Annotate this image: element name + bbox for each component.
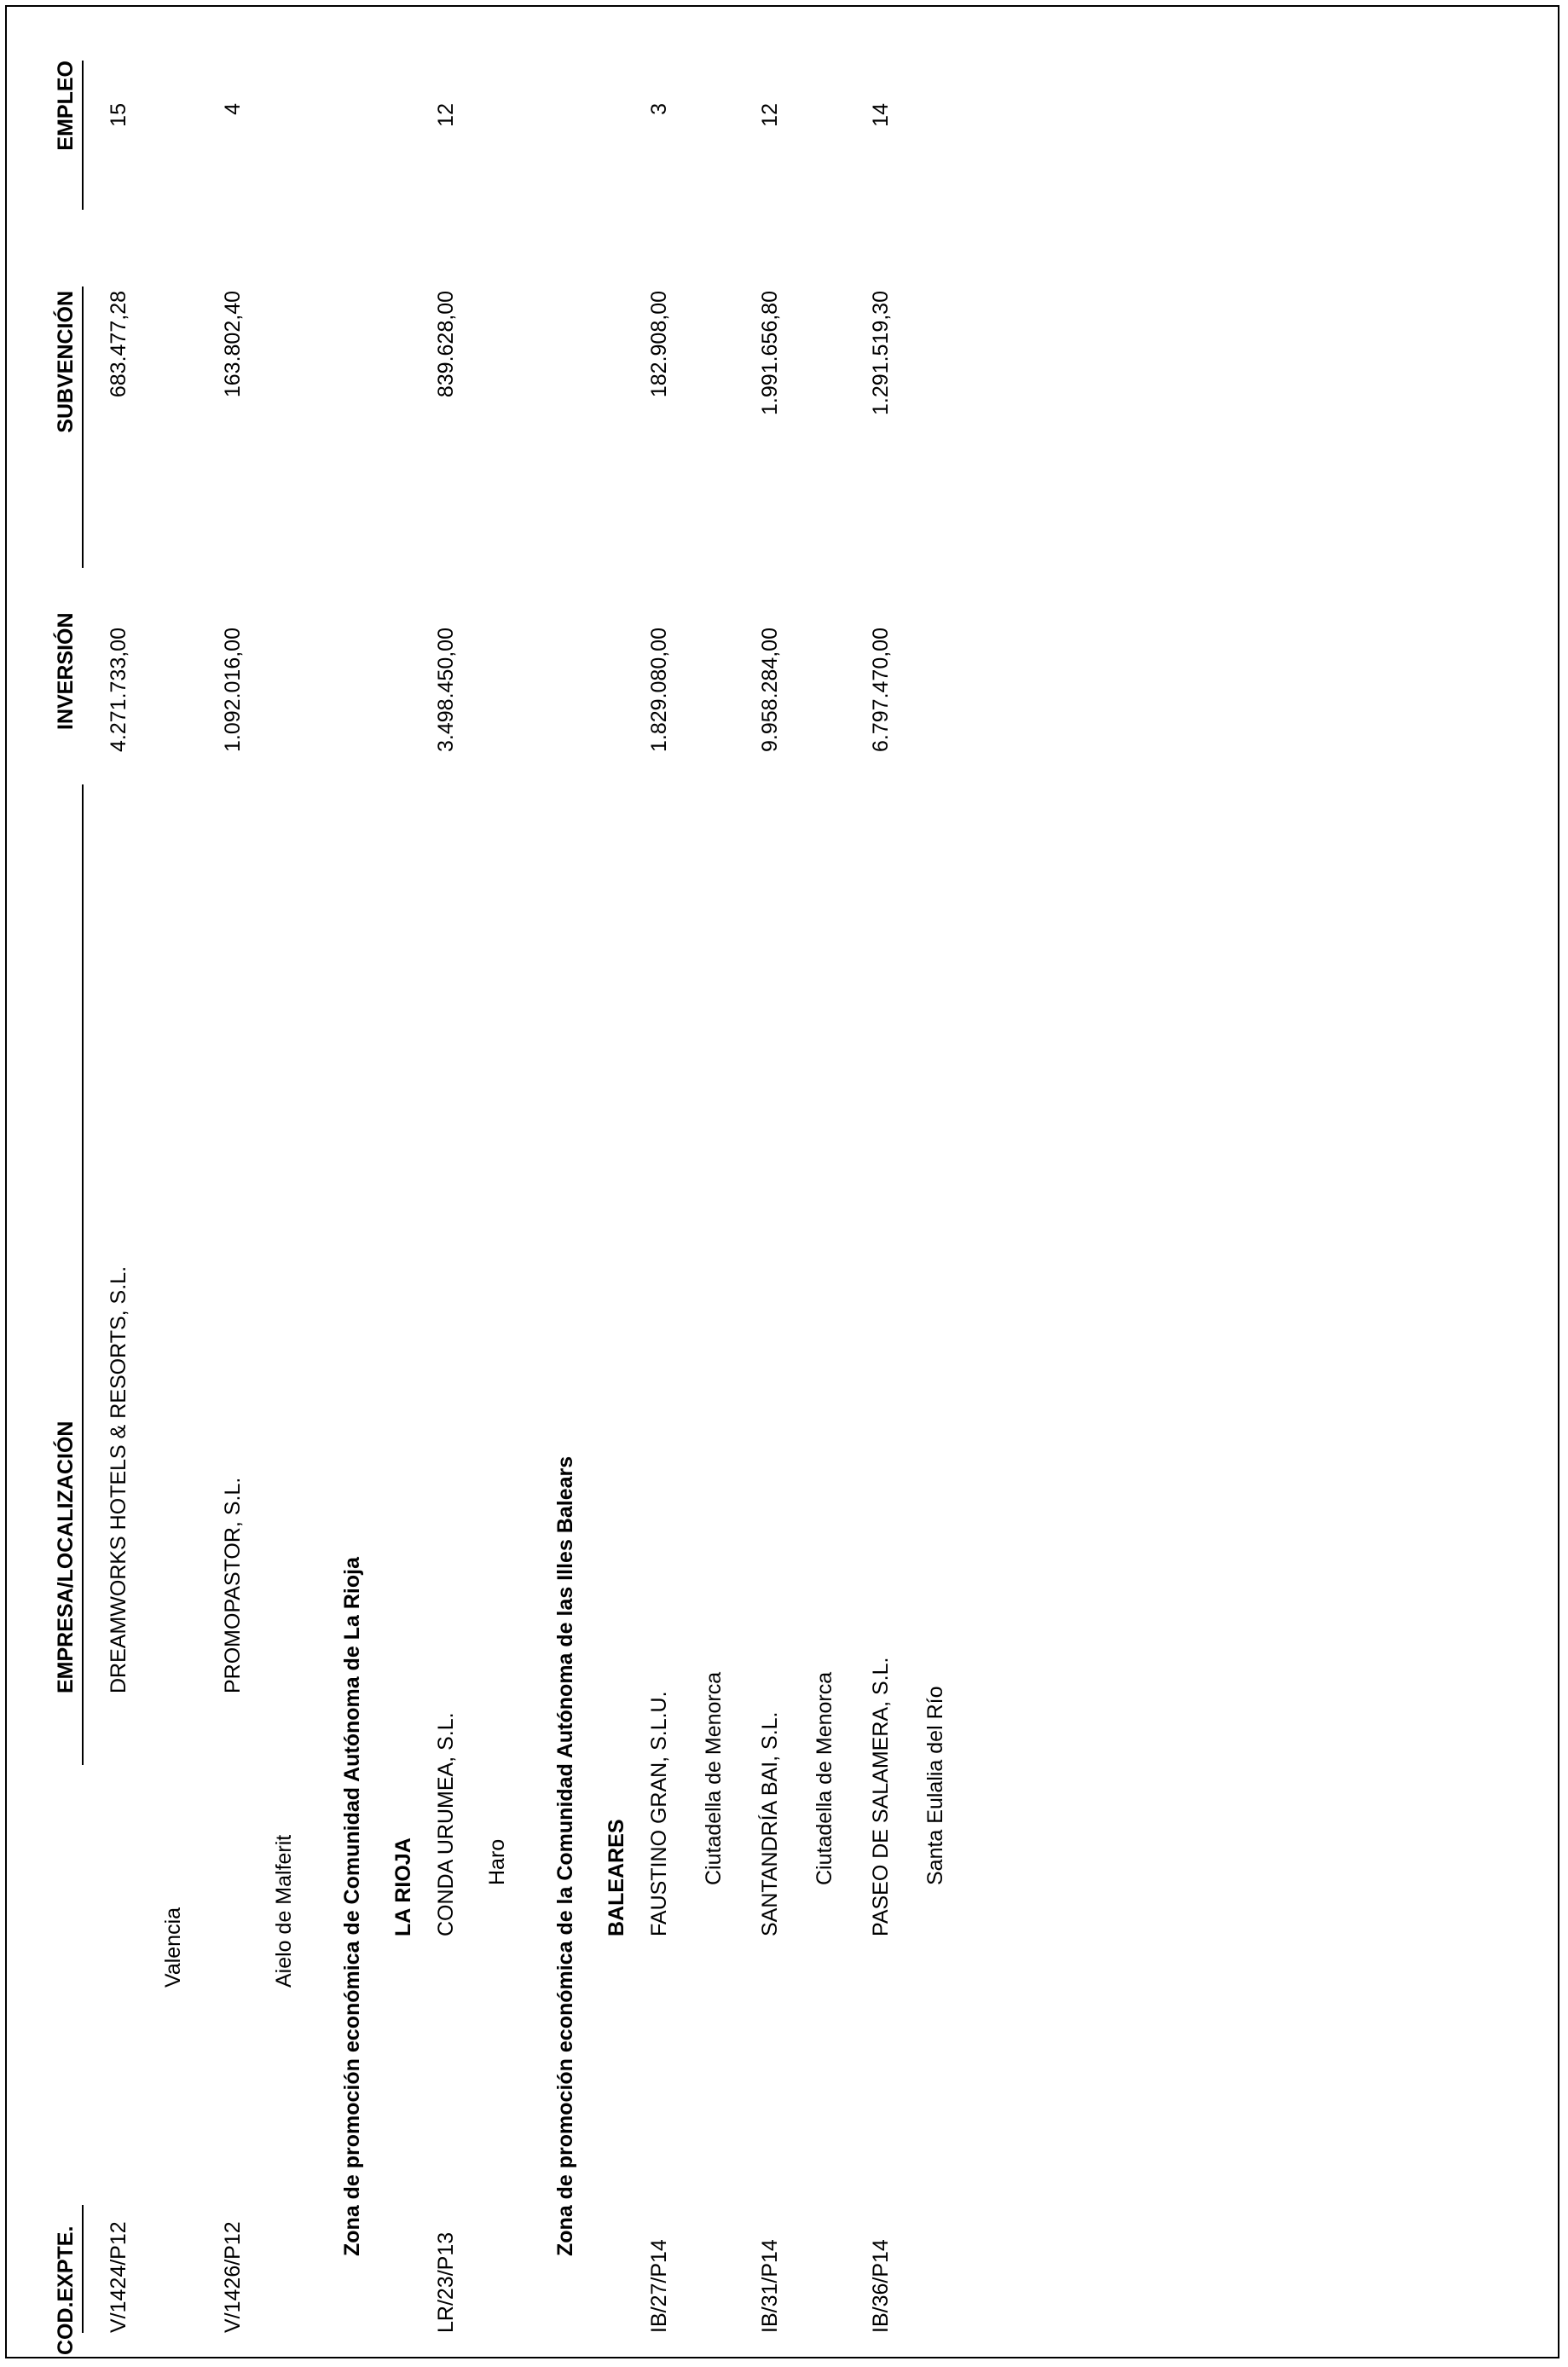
row-3-empleo: 12 — [434, 103, 458, 127]
row-5-inversion: 9.958.284,00 — [758, 628, 782, 752]
row-4-empresa: FAUSTINO GRAN, S.L.U. — [647, 1691, 671, 1936]
zone-baleares-title: Zona de promoción económica de la Comunidad Autónoma de las Illes Balears — [553, 1456, 577, 2256]
row-5-cod: IB/31/P14 — [758, 2239, 782, 2333]
header-empleo: EMPLEO — [54, 61, 78, 151]
row-4-empleo: 3 — [647, 103, 671, 115]
row-4-inversion: 1.829.080,00 — [647, 628, 671, 752]
header-rule-cod — [82, 2205, 84, 2333]
header-cod: COD.EXPTE. — [54, 2225, 78, 2355]
row-3-subvencion: 839.628,00 — [434, 291, 458, 398]
row-2-empleo: 4 — [221, 103, 245, 115]
row-4-cod: IB/27/P14 — [647, 2239, 671, 2333]
row-5-localizacion: Ciutadella de Menorca — [813, 1671, 836, 1885]
row-6-localizacion: Santa Eulalia del Río — [923, 1686, 947, 1885]
row-1-inversion: 4.271.733,00 — [107, 628, 130, 752]
header-subvencion: SUBVENCIÓN — [54, 291, 78, 433]
row-1-empleo: 15 — [107, 103, 130, 127]
row-2-empresa: PROMOPASTOR, S.L. — [221, 1477, 245, 1693]
row-3-cod: LR/23/P13 — [434, 2231, 458, 2333]
row-4-localizacion: Ciutadella de Menorca — [702, 1671, 726, 1885]
row-2-localizacion: Aielo de Malferit — [272, 1834, 296, 1988]
row-3-localizacion: Haro — [485, 1838, 509, 1885]
row-5-empleo: 12 — [758, 103, 782, 127]
row-1-subvencion: 683.477,28 — [107, 291, 130, 398]
row-1-localizacion: Valencia — [161, 1907, 185, 1988]
row-5-subvencion: 1.991.656,80 — [758, 291, 782, 415]
row-2-subvencion: 163.802,40 — [221, 291, 245, 398]
row-6-subvencion: 1.291.519,30 — [869, 291, 893, 415]
header-rule-subvencion — [82, 286, 84, 568]
row-4-subvencion: 182.908,00 — [647, 291, 671, 398]
row-1-empresa: DREAMWORKS HOTELS & RESORTS, S.L. — [107, 1265, 130, 1693]
zone-baleares-region: BALEARES — [605, 1819, 628, 1936]
row-1-cod: V/1424/P12 — [107, 2221, 130, 2333]
header-empresa: EMPRESA/LOCALIZACIÓN — [54, 1421, 78, 1693]
header-inversion: INVERSIÓN — [54, 612, 78, 730]
header-rule-empleo — [82, 61, 84, 210]
row-3-empresa: CONDA URUMEA, S.L. — [434, 1712, 458, 1936]
row-2-inversion: 1.092.016,00 — [221, 628, 245, 752]
row-6-inversion: 6.797.470,00 — [869, 628, 893, 752]
zone-rioja-title: Zona de promoción económica de Comunidad Autónoma de La Rioja — [340, 1557, 364, 2256]
header-rule-empresa — [82, 784, 84, 1765]
row-5-empresa: SANTANDRÍA BAI, S.L. — [758, 1711, 782, 1936]
row-6-cod: IB/36/P14 — [869, 2239, 893, 2333]
row-6-empresa: PASEO DE SALAMERA, S.L. — [869, 1657, 893, 1936]
row-2-cod: V/1426/P12 — [221, 2221, 245, 2333]
row-6-empleo: 14 — [869, 103, 893, 127]
zone-rioja-region: LA RIOJA — [391, 1837, 415, 1936]
row-3-inversion: 3.498.450,00 — [434, 628, 458, 752]
